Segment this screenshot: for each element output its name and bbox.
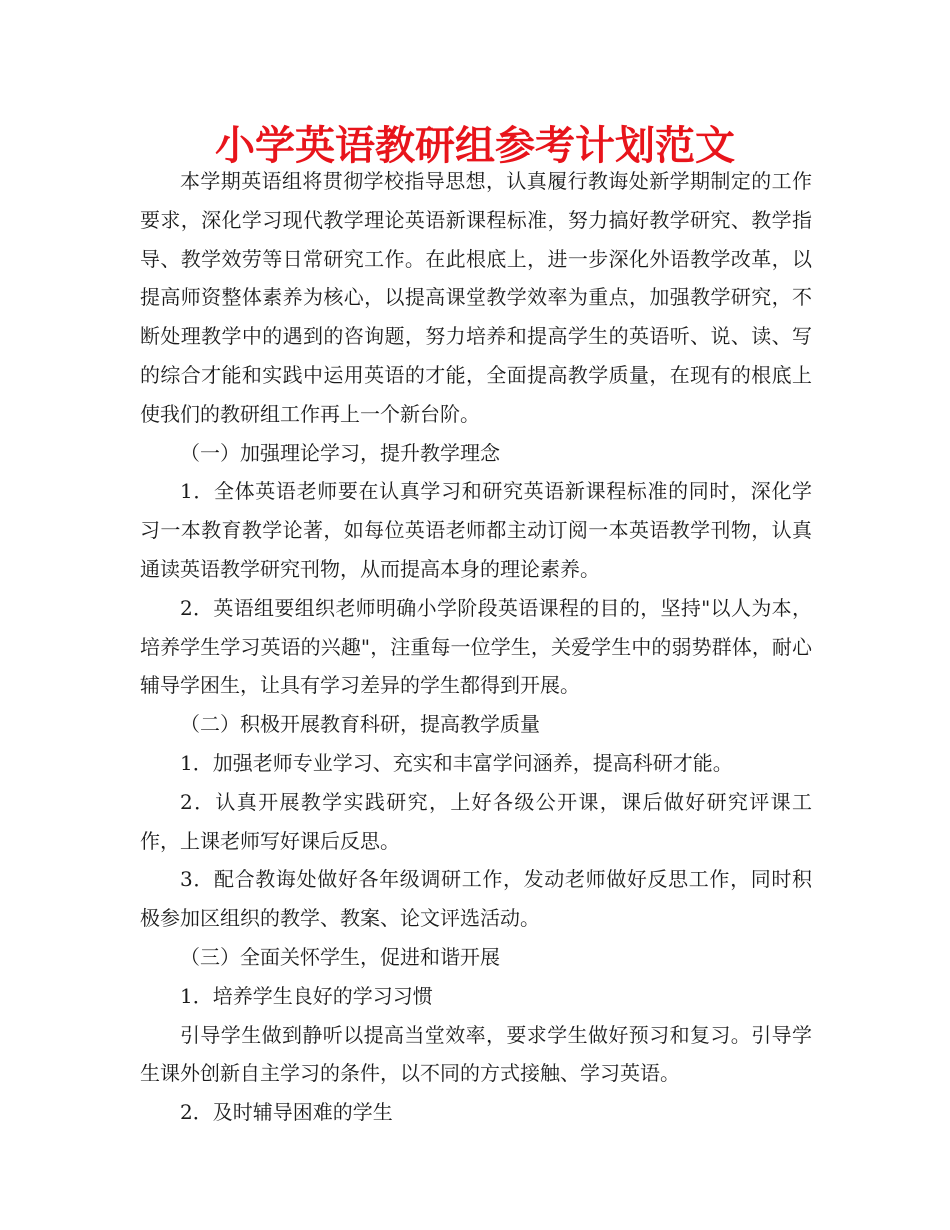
paragraph-item: 2．及时辅导困难的学生 (180, 1100, 393, 1125)
paragraph-item: 1．加强老师专业学习、充实和丰富学问涵养，提高科研才能。 (180, 750, 733, 775)
paragraph-item: 2．英语组要组织老师明确小学阶段英语课程的目的，坚持"以人为本，培养学生学习英语的兴趣"，注重每一位学生，关爱学生中的弱势群体，耐心辅导学困生，让具有学习差异的学生都得到开展。 (140, 595, 812, 698)
paragraph-intro: 本学期英语组将贯彻学校指导思想，认真履行教诲处新学期制定的工作要求，深化学习现代教学理论英语新课程标准，努力搞好教学研究、教学指导、教学效劳等日常研究工作。在此根底上，进一步深化外语教学改革，以提高师资整体素养为核心，以提高课堂教学效率为重点，加强教学研究，不断处理教学中的遇到的咨询题，努力培养和提高学生的英语听、说、读、写的综合才能和实践中运用英语的才能，全面提高教学质量，在现有的根底上使我们的教研组工作再上一个新台阶。 (140, 169, 812, 426)
section-heading-1: （一）加强理论学习，提升教学理念 (180, 440, 500, 465)
paragraph-item: 1．全体英语老师要在认真学习和研究英语新课程标准的同时，深化学习一本教育教学论著，如每位英语老师都主动订阅一本英语教学刊物，认真通读英语教学研究刊物，从而提高本身的理论素养。 (140, 479, 812, 581)
section-heading-2: （二）积极开展教育科研，提高教学质量 (180, 712, 540, 737)
paragraph-item: 1．培养学生良好的学习习惯 (180, 983, 433, 1008)
paragraph-item: 引导学生做到静听以提高当堂效率，要求学生做好预习和复习。引导学生课外创新自主学习的条件，以不同的方式接触、学习英语。 (140, 1022, 812, 1086)
document-body (140, 162, 812, 1132)
paragraph-item: 2．认真开展教学实践研究，上好各级公开课，课后做好研究评课工作，上课老师写好课后反思。 (140, 789, 812, 853)
document-title: 小学英语教研组参考计划范文 (215, 123, 735, 169)
section-heading-3: （三）全面关怀学生，促进和谐开展 (180, 944, 500, 969)
paragraph-item: 3．配合教诲处做好各年级调研工作，发动老师做好反思工作，同时积极参加区组织的教学、教案、论文评选活动。 (140, 867, 812, 931)
